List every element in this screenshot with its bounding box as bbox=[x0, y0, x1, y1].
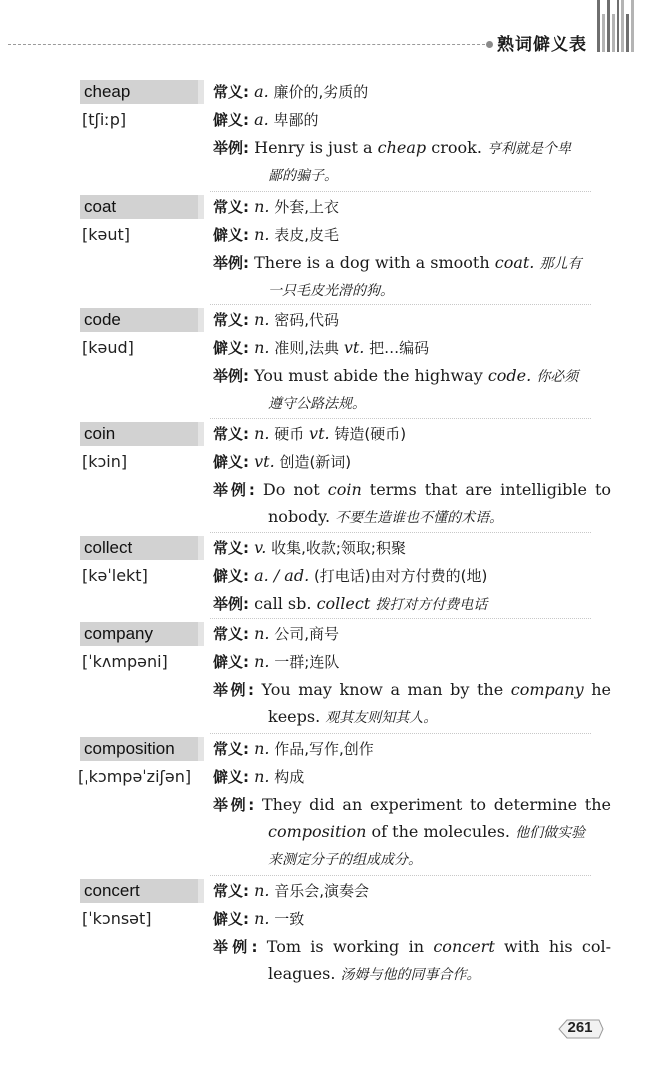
rare-meaning: 僻义: a. / ad. (打电话)由对方付费的(地) bbox=[213, 566, 488, 585]
rare-meaning: 僻义: n. 一致 bbox=[213, 909, 305, 928]
entry-divider bbox=[210, 733, 591, 734]
phonetic: [kɔin] bbox=[82, 452, 128, 471]
rare-meaning: 僻义: vt. 创造(新词) bbox=[213, 452, 352, 471]
vocab-entry-collect bbox=[0, 532, 671, 618]
phonetic: [ˈkʌmpəni] bbox=[82, 652, 168, 671]
phonetic: [kəut] bbox=[82, 225, 131, 244]
example-sentence: 举例: Tom is working in concert with his col- bbox=[213, 937, 611, 956]
common-meaning: 常义: n. 密码,代码 bbox=[213, 310, 340, 329]
entry-divider bbox=[210, 191, 591, 192]
common-meaning: 常义: n. 公司,商号 bbox=[213, 624, 340, 643]
phonetic: [kəud] bbox=[82, 338, 134, 357]
headword: composition bbox=[80, 737, 204, 761]
rare-meaning: 僻义: a. 卑鄙的 bbox=[213, 110, 319, 129]
rare-meaning: 僻义: n. 一群;连队 bbox=[213, 652, 340, 671]
example-sentence-continued: 鄙的骗子。 bbox=[268, 168, 338, 184]
example-sentence-continued: keeps. 观其友则知其人。 bbox=[268, 707, 438, 726]
example-sentence-continued: nobody. 不要生造谁也不懂的术语。 bbox=[268, 507, 504, 526]
example-sentence: 举例: call sb. collect 拨打对方付费电话 bbox=[213, 594, 488, 613]
common-meaning: 常义: n. 作品,写作,创作 bbox=[213, 739, 374, 758]
phonetic: [kəˈlekt] bbox=[82, 566, 148, 585]
common-meaning: 常义: n. 硬币 vt. 铸造(硬币) bbox=[213, 424, 407, 443]
example-sentence-continued: composition of the molecules. 他们做实验 bbox=[268, 822, 586, 841]
example-sentence: 举例: You may know a man by the company he bbox=[213, 680, 611, 699]
entry-divider bbox=[210, 532, 591, 533]
example-sentence: 举例: Henry is just a cheap crook. 亨利就是个卑 bbox=[213, 138, 571, 157]
vocab-entry-code bbox=[0, 304, 671, 418]
headword: coin bbox=[80, 422, 204, 446]
page-number: 261 bbox=[567, 1019, 593, 1036]
vocab-entry-composition bbox=[0, 733, 671, 875]
common-meaning: 常义: a. 廉价的,劣质的 bbox=[213, 82, 369, 101]
example-sentence-continued: 来测定分子的组成成分。 bbox=[268, 852, 422, 868]
header-stripes-decoration bbox=[597, 0, 634, 52]
example-sentence: 举例: There is a dog with a smooth coat. 那儿有 bbox=[213, 253, 582, 272]
headword: collect bbox=[80, 536, 204, 560]
rare-meaning: 僻义: n. 表皮,皮毛 bbox=[213, 225, 340, 244]
entry-divider bbox=[210, 875, 591, 876]
example-sentence-continued: leagues. 汤姆与他的同事合作。 bbox=[268, 964, 481, 983]
entry-divider bbox=[210, 618, 591, 619]
example-sentence-continued: 一只毛皮光滑的狗。 bbox=[268, 283, 394, 299]
example-sentence: 举例: You must abide the highway code. 你必须 bbox=[213, 366, 579, 385]
rare-meaning: 僻义: n. 准则,法典 vt. 把…编码 bbox=[213, 338, 430, 357]
phonetic: [tʃiːp] bbox=[82, 110, 127, 129]
example-sentence: 举例: They did an experiment to determine the bbox=[213, 795, 611, 814]
vocab-entry-company bbox=[0, 618, 671, 733]
rare-meaning: 僻义: n. 构成 bbox=[213, 767, 305, 786]
entry-divider bbox=[210, 418, 591, 419]
headword: code bbox=[80, 308, 204, 332]
example-sentence: 举例: Do not coin terms that are intelligible to bbox=[213, 480, 612, 499]
page-number-badge bbox=[555, 1018, 605, 1040]
headword: concert bbox=[80, 879, 204, 903]
vocab-entry-coat bbox=[0, 191, 671, 304]
common-meaning: 常义: n. 外套,上衣 bbox=[213, 197, 340, 216]
example-sentence-continued: 遵守公路法规。 bbox=[268, 396, 366, 412]
phonetic: [ˌkɔmpəˈziʃən] bbox=[78, 767, 192, 786]
vocab-entry-coin bbox=[0, 418, 671, 532]
common-meaning: 常义: n. 音乐会,演奏会 bbox=[213, 881, 370, 900]
header-rule bbox=[8, 44, 490, 45]
vocab-entry-cheap bbox=[0, 76, 671, 191]
vocab-entry-concert bbox=[0, 875, 671, 993]
entry-divider bbox=[210, 304, 591, 305]
common-meaning: 常义: v. 收集,收款;领取;积聚 bbox=[213, 538, 406, 557]
phonetic: [ˈkɔnsət] bbox=[82, 909, 152, 928]
headword: cheap bbox=[80, 80, 204, 104]
header-bullet-icon bbox=[486, 41, 493, 48]
headword: company bbox=[80, 622, 204, 646]
headword: coat bbox=[80, 195, 204, 219]
page-header-title: 熟词僻义表 bbox=[497, 35, 587, 55]
